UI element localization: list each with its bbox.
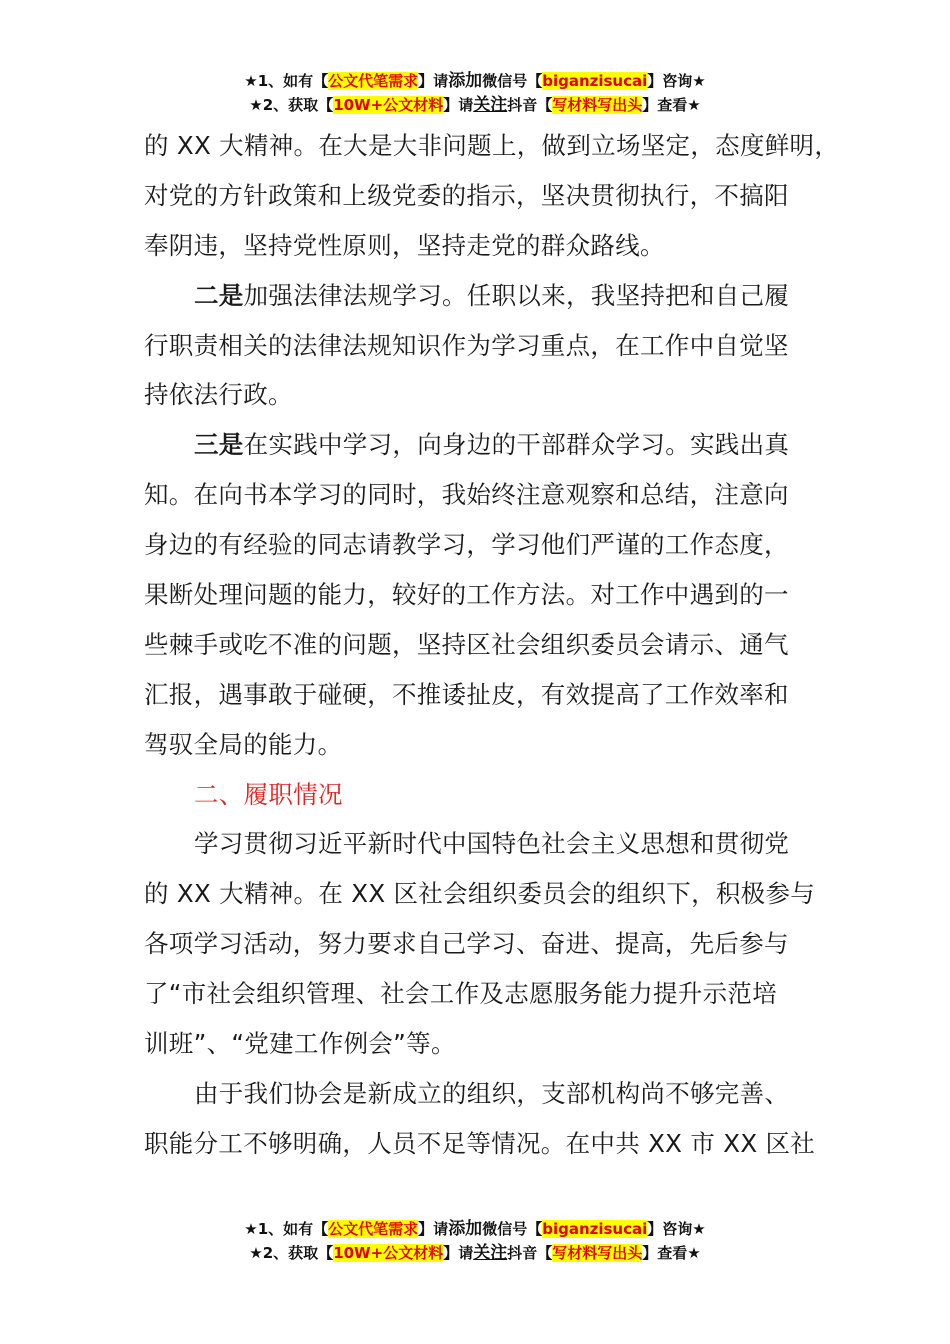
banner-highlight-douyin-id: 写材料写出头 [552,96,643,114]
paragraph-line: 知。在向书本学习的同时，我始终注意观察和总结，注意向 [144,480,789,510]
banner-text: 】咨询★ [647,72,706,90]
banner-text: ★1、如有【 [244,72,329,90]
banner-highlight-service: 公文代笔需求 [328,72,419,90]
banner-line-2 [0,1241,950,1265]
banner-emphasis: 关注 [473,95,508,115]
paragraph-text: 在实践中学习，向身边的干部群众学习。实践出真 [243,430,790,460]
banner-text: ★2、获取【 [249,1244,334,1262]
banner-highlight-materials: 10W+公文材料 [333,96,444,114]
banner-highlight-douyin-id: 写材料写出头 [552,1244,643,1262]
banner-text: 微信号【 [482,1220,543,1238]
banner-line-1 [0,69,950,93]
banner-text: 抖音【 [507,96,553,114]
paragraph-line: 奉阴违，坚持党性原则，坚持走党的群众路线。 [144,230,665,260]
banner-text: 微信号【 [482,72,543,90]
paragraph-line: 身边的有经验的同志请教学习，学习他们严谨的工作态度， [144,530,789,560]
banner-text: 抖音【 [507,1244,553,1262]
paragraph-line: 了“市社会组织管理、社会工作及志愿服务能力提升示范培 [144,979,777,1009]
banner-highlight-materials: 10W+公文材料 [333,1244,444,1262]
banner-highlight-service: 公文代笔需求 [328,1220,419,1238]
paragraph-line: 汇报，遇事敢于碰硬，不推诿扯皮，有效提高了工作效率和 [144,679,789,709]
paragraph-line: 果断处理问题的能力，较好的工作方法。对工作中遇到的一 [144,580,789,610]
banner-text: ★2、获取【 [249,96,334,114]
banner-text: 】请 [418,72,449,90]
paragraph-line: 各项学习活动，努力要求自己学习、奋进、提高，先后参与 [144,929,789,959]
paragraph-line: 持依法行政。 [144,380,293,410]
top-banner [0,69,950,117]
paragraph-line: 由于我们协会是新成立的组织，支部机构尚不够完善、 [194,1078,790,1108]
paragraph-line: 学习贯彻习近平新时代中国特色社会主义思想和贯彻党 [194,829,790,859]
banner-text: 】请 [443,1244,474,1262]
paragraph-line: 的 XX 大精神。在 XX 区社会组织委员会的组织下，积极参与 [144,879,816,909]
paragraph-lead: 三是 [194,430,244,460]
banner-emphasis: 关注 [473,1243,508,1263]
paragraph-line: 些棘手或吃不准的问题，坚持区社会组织委员会请示、通气 [144,629,789,659]
paragraph-line: 职能分工不够明确，人员不足等情况。在中共 XX 市 XX 区社 [144,1128,816,1158]
bottom-banner [0,1217,950,1265]
paragraph-line: 对党的方针政策和上级党委的指示，坚决贯彻执行，不搞阳 [144,180,789,210]
paragraph-line: 训班”、“党建工作例会”等。 [144,1029,456,1059]
banner-highlight-wechat-id: biganzisucai [542,72,648,90]
banner-line-2 [0,93,950,117]
paragraph-line [144,420,844,470]
paragraph-line: 行职责相关的法律法规知识作为学习重点，在工作中自觉坚 [144,330,789,360]
banner-text: 】查看★ [642,96,701,114]
document-body [144,121,844,1169]
paragraph-line: 驾驭全局的能力。 [144,729,343,759]
banner-text: 】查看★ [642,1244,701,1262]
paragraph-line: 的 XX 大精神。在大是大非问题上，做到立场坚定，态度鲜明， [144,131,840,160]
paragraph-line [144,271,844,321]
banner-text: 】请 [418,1220,449,1238]
banner-text: 】咨询★ [647,1220,706,1238]
banner-emphasis: 添加 [448,1219,483,1239]
banner-text: 】请 [443,96,474,114]
paragraph-lead: 二是 [194,280,244,310]
banner-text: ★1、如有【 [244,1220,329,1238]
banner-emphasis: 添加 [448,71,483,91]
paragraph-text: 加强法律法规学习。任职以来，我坚持把和自己履 [243,280,790,310]
banner-line-1 [0,1217,950,1241]
banner-highlight-wechat-id: biganzisucai [542,1220,648,1238]
section-heading: 二、履职情况 [194,779,343,809]
